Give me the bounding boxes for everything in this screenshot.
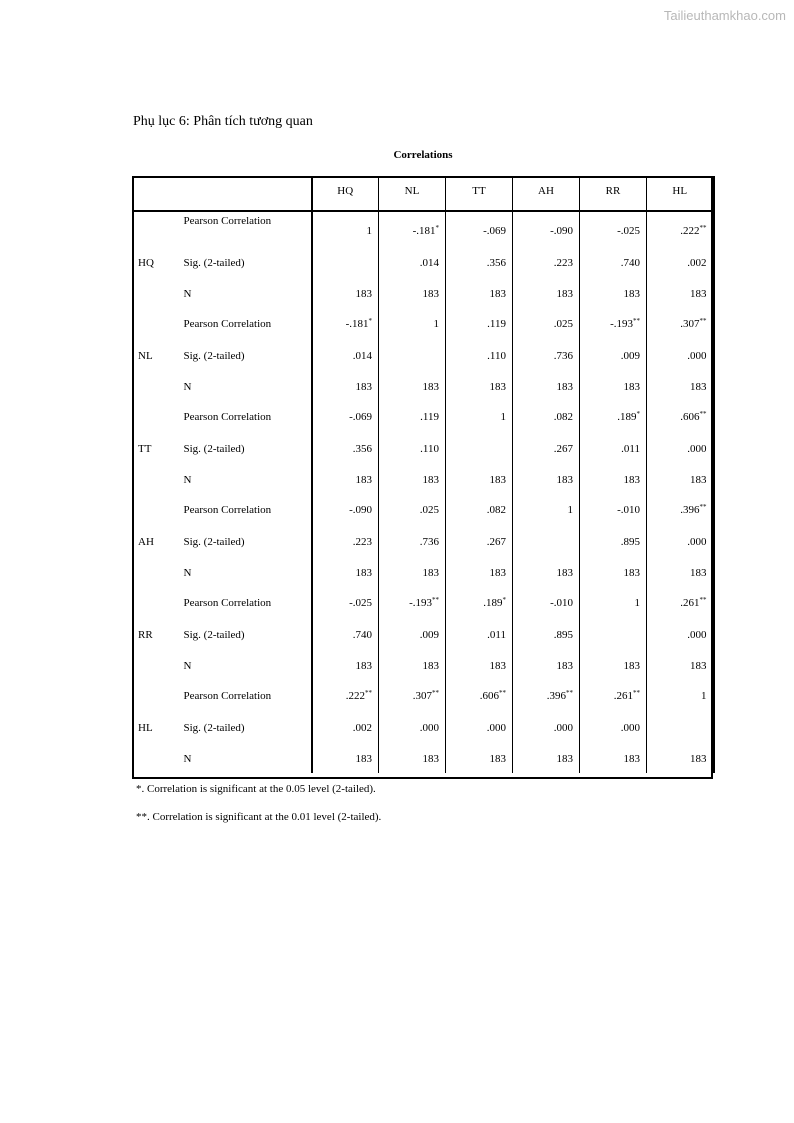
- header-corner-stat: [179, 176, 312, 211]
- footnote-05: *. Correlation is significant at the 0.05 level (2-tailed).: [136, 783, 376, 795]
- table-title: Correlations: [393, 149, 453, 161]
- cell-value: -.069: [349, 411, 372, 423]
- stat-label: Sig. (2-tailed): [179, 247, 312, 279]
- table-cell: 183: [312, 279, 379, 308]
- cell-value: .119: [420, 411, 439, 423]
- table-cell: .110: [446, 340, 513, 372]
- variable-label: RR: [133, 619, 179, 651]
- table-cell: [580, 211, 647, 247]
- cell-value: -.181: [412, 225, 436, 237]
- table-cell: 183: [446, 651, 513, 680]
- table-cell: [647, 308, 714, 340]
- column-header: HQ: [312, 176, 379, 211]
- cell-value: -.193: [409, 597, 432, 609]
- table-cell: [580, 401, 647, 433]
- table-cell: [379, 211, 446, 247]
- table-cell: [446, 433, 513, 465]
- table-cell: 183: [647, 744, 714, 773]
- cell-value: 1: [701, 690, 707, 702]
- table-cell: .002: [312, 712, 379, 744]
- table-row: [133, 372, 714, 401]
- table-cell: 183: [580, 651, 647, 680]
- variable-label: NL: [133, 340, 179, 372]
- table-cell: 183: [379, 279, 446, 308]
- table-cell: [379, 587, 446, 619]
- stat-label: N: [179, 465, 312, 494]
- cell-value: 1: [500, 411, 506, 423]
- correlations-table-body: [133, 176, 714, 773]
- significance-marker: *: [636, 410, 640, 418]
- cell-value: 1: [567, 504, 573, 516]
- table-cell: 183: [513, 744, 580, 773]
- stat-label: Pearson Correlation: [179, 680, 312, 712]
- significance-marker: **: [699, 224, 707, 232]
- stat-label: Sig. (2-tailed): [179, 619, 312, 651]
- table-cell: [647, 712, 714, 744]
- table-cell: .736: [379, 526, 446, 558]
- significance-marker: **: [566, 689, 573, 697]
- stat-label: Sig. (2-tailed): [179, 712, 312, 744]
- significance-marker: *: [368, 317, 372, 325]
- header-corner: [133, 176, 179, 211]
- table-cell: [513, 587, 580, 619]
- cell-value: -.010: [550, 597, 573, 609]
- table-cell: .014: [379, 247, 446, 279]
- cell-value: .307: [412, 690, 432, 702]
- table-cell: 183: [513, 651, 580, 680]
- table-cell: [647, 211, 714, 247]
- significance-marker: **: [633, 317, 640, 325]
- cell-value: -.181: [345, 318, 369, 330]
- table-cell: .000: [647, 433, 714, 465]
- table-row: [133, 744, 714, 773]
- variable-label: [133, 494, 179, 526]
- stat-label: Pearson Correlation: [179, 308, 312, 340]
- table-cell: 183: [580, 372, 647, 401]
- table-cell: [446, 494, 513, 526]
- stat-label: Sig. (2-tailed): [179, 433, 312, 465]
- table-cell: 183: [446, 372, 513, 401]
- table-cell: [647, 680, 714, 712]
- table-cell: 183: [312, 651, 379, 680]
- table-cell: 183: [647, 279, 714, 308]
- cell-value: .189: [483, 597, 503, 609]
- table-cell: [312, 247, 379, 279]
- table-cell: [446, 587, 513, 619]
- variable-label: [133, 744, 179, 773]
- significance-marker: **: [499, 689, 506, 697]
- stat-label: Pearson Correlation: [179, 211, 312, 247]
- table-cell: .110: [379, 433, 446, 465]
- cell-value: .222: [680, 225, 700, 237]
- variable-label: [133, 372, 179, 401]
- table-row: [133, 247, 714, 279]
- table-cell: [379, 401, 446, 433]
- column-header: NL: [379, 176, 446, 211]
- correlations-table: [132, 176, 715, 773]
- table-row: [133, 401, 714, 433]
- table-cell: [312, 494, 379, 526]
- table-row: [133, 558, 714, 587]
- watermark: Tailieuthamkhao.com: [663, 8, 786, 23]
- table-cell: [379, 680, 446, 712]
- significance-marker: *: [435, 224, 439, 232]
- table-cell: [647, 401, 714, 433]
- column-header: HL: [647, 176, 714, 211]
- table-cell: .223: [312, 526, 379, 558]
- cell-value: .606: [680, 411, 700, 423]
- significance-marker: **: [432, 689, 439, 697]
- significance-marker: **: [699, 410, 707, 418]
- table-cell: [312, 211, 379, 247]
- table-cell: 183: [580, 744, 647, 773]
- cell-value: .606: [479, 690, 499, 702]
- cell-value: .261: [613, 690, 633, 702]
- table-cell: .000: [513, 712, 580, 744]
- cell-value: 1: [634, 597, 640, 609]
- significance-marker: **: [699, 317, 707, 325]
- cell-value: .025: [419, 504, 439, 516]
- table-row: [133, 279, 714, 308]
- cell-value: .082: [553, 411, 573, 423]
- table-cell: 183: [647, 558, 714, 587]
- variable-label: [133, 211, 179, 247]
- table-row: [133, 340, 714, 372]
- page-heading: Phụ lục 6: Phân tích tương quan: [133, 114, 313, 129]
- variable-label: TT: [133, 433, 179, 465]
- stat-label: Pearson Correlation: [179, 401, 312, 433]
- cell-value: -.010: [617, 504, 640, 516]
- table-cell: 183: [312, 744, 379, 773]
- table-cell: 183: [647, 372, 714, 401]
- stat-label: Sig. (2-tailed): [179, 526, 312, 558]
- table-cell: [513, 308, 580, 340]
- table-cell: 183: [446, 465, 513, 494]
- table-cell: 183: [580, 279, 647, 308]
- table-cell: [312, 587, 379, 619]
- table-cell: .000: [580, 712, 647, 744]
- table-cell: 183: [379, 651, 446, 680]
- table-cell: .014: [312, 340, 379, 372]
- table-row: [133, 465, 714, 494]
- table-cell: [312, 680, 379, 712]
- table-cell: 183: [379, 372, 446, 401]
- column-header: TT: [446, 176, 513, 211]
- stat-label: N: [179, 651, 312, 680]
- column-header: RR: [580, 176, 647, 211]
- table-cell: [513, 211, 580, 247]
- table-cell: [379, 494, 446, 526]
- table-cell: .356: [312, 433, 379, 465]
- significance-marker: **: [699, 596, 707, 604]
- table-cell: .895: [513, 619, 580, 651]
- stat-label: N: [179, 558, 312, 587]
- stat-label: Pearson Correlation: [179, 587, 312, 619]
- cell-value: -.069: [483, 225, 506, 237]
- table-cell: [513, 680, 580, 712]
- variable-label: HL: [133, 712, 179, 744]
- table-cell: .000: [647, 526, 714, 558]
- table-cell: [647, 494, 714, 526]
- table-cell: [513, 494, 580, 526]
- table-cell: [446, 308, 513, 340]
- variable-label: [133, 558, 179, 587]
- cell-value: .119: [487, 318, 506, 330]
- cell-value: 1: [366, 225, 372, 237]
- table-row: [133, 619, 714, 651]
- table-cell: 183: [312, 372, 379, 401]
- table-cell: .000: [446, 712, 513, 744]
- significance-marker: **: [432, 596, 439, 604]
- variable-label: HQ: [133, 247, 179, 279]
- cell-value: -.090: [550, 225, 573, 237]
- variable-label: [133, 587, 179, 619]
- table-row: [133, 587, 714, 619]
- table-cell: .223: [513, 247, 580, 279]
- table-row: [133, 433, 714, 465]
- variable-label: [133, 401, 179, 433]
- variable-label: AH: [133, 526, 179, 558]
- stat-label: N: [179, 372, 312, 401]
- table-cell: [580, 619, 647, 651]
- table-cell: 183: [312, 558, 379, 587]
- significance-marker: *: [502, 596, 506, 604]
- cell-value: .082: [486, 504, 506, 516]
- significance-marker: **: [633, 689, 640, 697]
- table-cell: [312, 308, 379, 340]
- stat-label: Sig. (2-tailed): [179, 340, 312, 372]
- cell-value: -.090: [349, 504, 372, 516]
- cell-value: .222: [345, 690, 365, 702]
- table-cell: 183: [647, 465, 714, 494]
- footnote-01: **. Correlation is significant at the 0.01 level (2-tailed).: [136, 811, 382, 823]
- table-cell: .000: [647, 340, 714, 372]
- table-cell: 183: [446, 558, 513, 587]
- table-cell: [379, 308, 446, 340]
- table-cell: .009: [379, 619, 446, 651]
- cell-value: -.025: [617, 225, 640, 237]
- stat-label: Pearson Correlation: [179, 494, 312, 526]
- table-cell: 183: [312, 465, 379, 494]
- table-row: [133, 211, 714, 247]
- cell-value: .396: [546, 690, 566, 702]
- table-cell: .009: [580, 340, 647, 372]
- table-cell: .011: [446, 619, 513, 651]
- table-cell: .736: [513, 340, 580, 372]
- cell-value: .025: [553, 318, 573, 330]
- variable-label: [133, 465, 179, 494]
- variable-label: [133, 279, 179, 308]
- cell-value: .261: [680, 597, 700, 609]
- table-cell: .356: [446, 247, 513, 279]
- table-row: [133, 526, 714, 558]
- variable-label: [133, 651, 179, 680]
- table-cell: [513, 526, 580, 558]
- stat-label: N: [179, 279, 312, 308]
- table-cell: .000: [379, 712, 446, 744]
- table-cell: 183: [513, 279, 580, 308]
- table-cell: 183: [513, 372, 580, 401]
- table-cell: 183: [647, 651, 714, 680]
- table-cell: [446, 680, 513, 712]
- variable-label: [133, 308, 179, 340]
- table-cell: [446, 401, 513, 433]
- table-cell: [379, 340, 446, 372]
- stat-label: N: [179, 744, 312, 773]
- table-cell: 183: [379, 558, 446, 587]
- table-cell: .740: [312, 619, 379, 651]
- table-cell: .267: [513, 433, 580, 465]
- table-cell: 183: [446, 744, 513, 773]
- table-cell: 183: [580, 558, 647, 587]
- table-cell: [647, 587, 714, 619]
- significance-marker: **: [365, 689, 372, 697]
- cell-value: -.193: [610, 318, 633, 330]
- table-cell: 183: [379, 465, 446, 494]
- column-header: AH: [513, 176, 580, 211]
- table-cell: 183: [379, 744, 446, 773]
- cell-value: .307: [680, 318, 700, 330]
- table-row: [133, 651, 714, 680]
- table-cell: [446, 211, 513, 247]
- cell-value: .189: [617, 411, 637, 423]
- table-cell: .267: [446, 526, 513, 558]
- table-cell: .740: [580, 247, 647, 279]
- table-cell: [580, 308, 647, 340]
- table-cell: 183: [513, 558, 580, 587]
- significance-marker: **: [699, 503, 707, 511]
- variable-label: [133, 680, 179, 712]
- table-cell: [580, 494, 647, 526]
- table-row: [133, 712, 714, 744]
- table-cell: 183: [446, 279, 513, 308]
- table-cell: [312, 401, 379, 433]
- cell-value: 1: [433, 318, 439, 330]
- table-cell: [580, 587, 647, 619]
- table-cell: .011: [580, 433, 647, 465]
- cell-value: -.025: [349, 597, 372, 609]
- cell-value: .396: [680, 504, 700, 516]
- table-cell: .000: [647, 619, 714, 651]
- table-cell: 183: [513, 465, 580, 494]
- table-row: [133, 494, 714, 526]
- table-cell: [513, 401, 580, 433]
- table-cell: 183: [580, 465, 647, 494]
- table-cell: .895: [580, 526, 647, 558]
- table-row: [133, 680, 714, 712]
- table-cell: [580, 680, 647, 712]
- table-cell: .002: [647, 247, 714, 279]
- table-row: [133, 308, 714, 340]
- table-header-row: [133, 176, 714, 211]
